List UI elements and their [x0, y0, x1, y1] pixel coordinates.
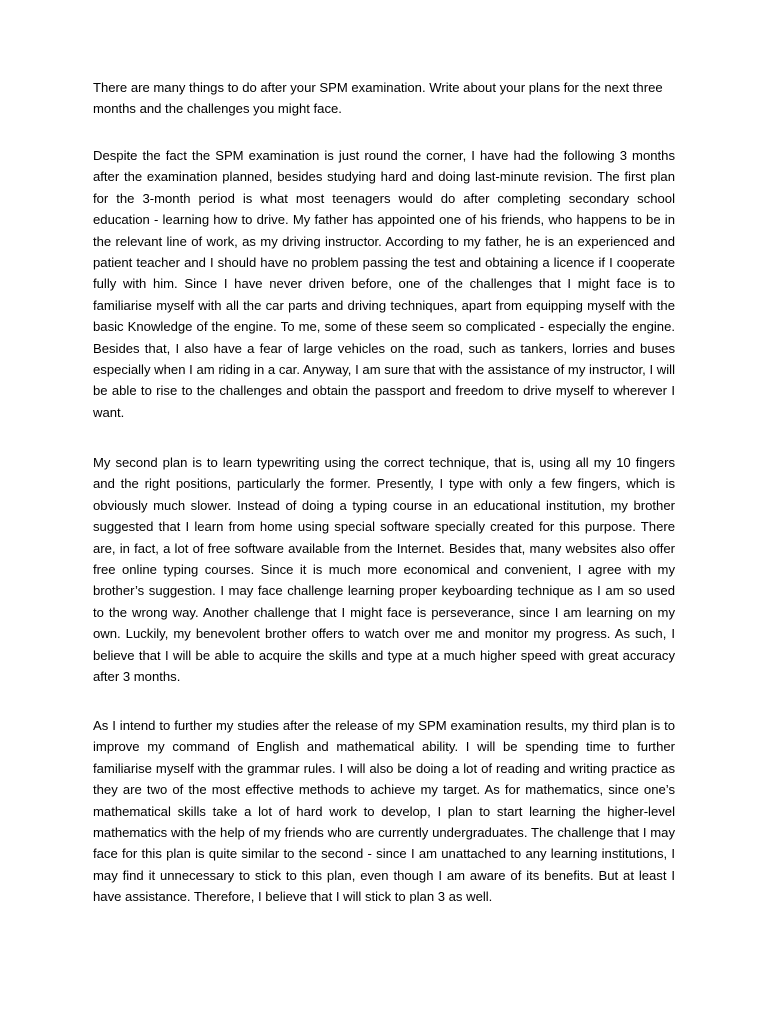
- essay-paragraph-3: As I intend to further my studies after the release of my SPM examination results, my third plan is to improve my command of English and mathematical ability. I will be spending time to further familiarise myself with the grammar rules. I will also be doing a lot of reading and writing practice as they are two of the most effective methods to achieve my target. As for mathematics, since one’s mathematical skills take a lot of hard work to develop, I plan to start learning the higher-level mathematics with the help of my friends who are currently undergraduates. The challenge that I may face for this plan is quite similar to the second - since I am unattached to any learning institutions, I may find it unnecessary to stick to this plan, even though I am aware of its benefits. But at least I have assistance. Therefore, I believe that I will stick to plan 3 as well.: [93, 718, 675, 905]
- essay-paragraph-1: Despite the fact the SPM examination is just round the corner, I have had the following 3 months after the examination planned, besides studying hard and doing last-minute revision. The first plan for the 3-month period is what most teenagers would do after completing secondary school education - learning how to drive. My father has appointed one of his friends, who happens to be in the relevant line of work, as my driving instructor. According to my father, he is an experienced and patient teacher and I should have no problem passing the test and obtaining a licence if I cooperate fully with him. Since I have never driven before, one of the challenges that I might face is to familiarise myself with all the car parts and driving techniques, apart from equipping myself with the basic Knowledge of the engine. To me, some of these seem so complicated - especially the engine. Besides that, I also have a fear of large vehicles on the road, such as tankers, lorries and buses especially when I am riding in a car. Anyway, I am sure that with the assistance of my instructor, I will be able to rise to the challenges and obtain the passport and freedom to drive myself to wherever I want.: [93, 148, 675, 420]
- essay-paragraph-2: My second plan is to learn typewriting using the correct technique, that is, using all my 10 fingers and the right positions, particularly the former. Presently, I type with only a few fingers, which is obviously much slower. Instead of doing a typing course in an educational institution, my brother suggested that I learn from home using special software specially created for this purpose. There are, in fact, a lot of free software available from the Internet. Besides that, many websites also offer free online typing courses. Since it is much more economical and convenient, I agree with my brother’s suggestion. I may face challenge learning proper keyboarding technique as I am so used to the wrong way. Another challenge that I might face is perseverance, since I am learning on my own. Luckily, my benevolent brother offers to watch over me and monitor my progress. As such, I believe that I will be able to acquire the skills and type at a much higher speed with great accuracy after 3 months.: [93, 455, 675, 685]
- essay-prompt: There are many things to do after your SPM examination. Write about your plans for the next three months and the challenges you might face.: [93, 80, 663, 117]
